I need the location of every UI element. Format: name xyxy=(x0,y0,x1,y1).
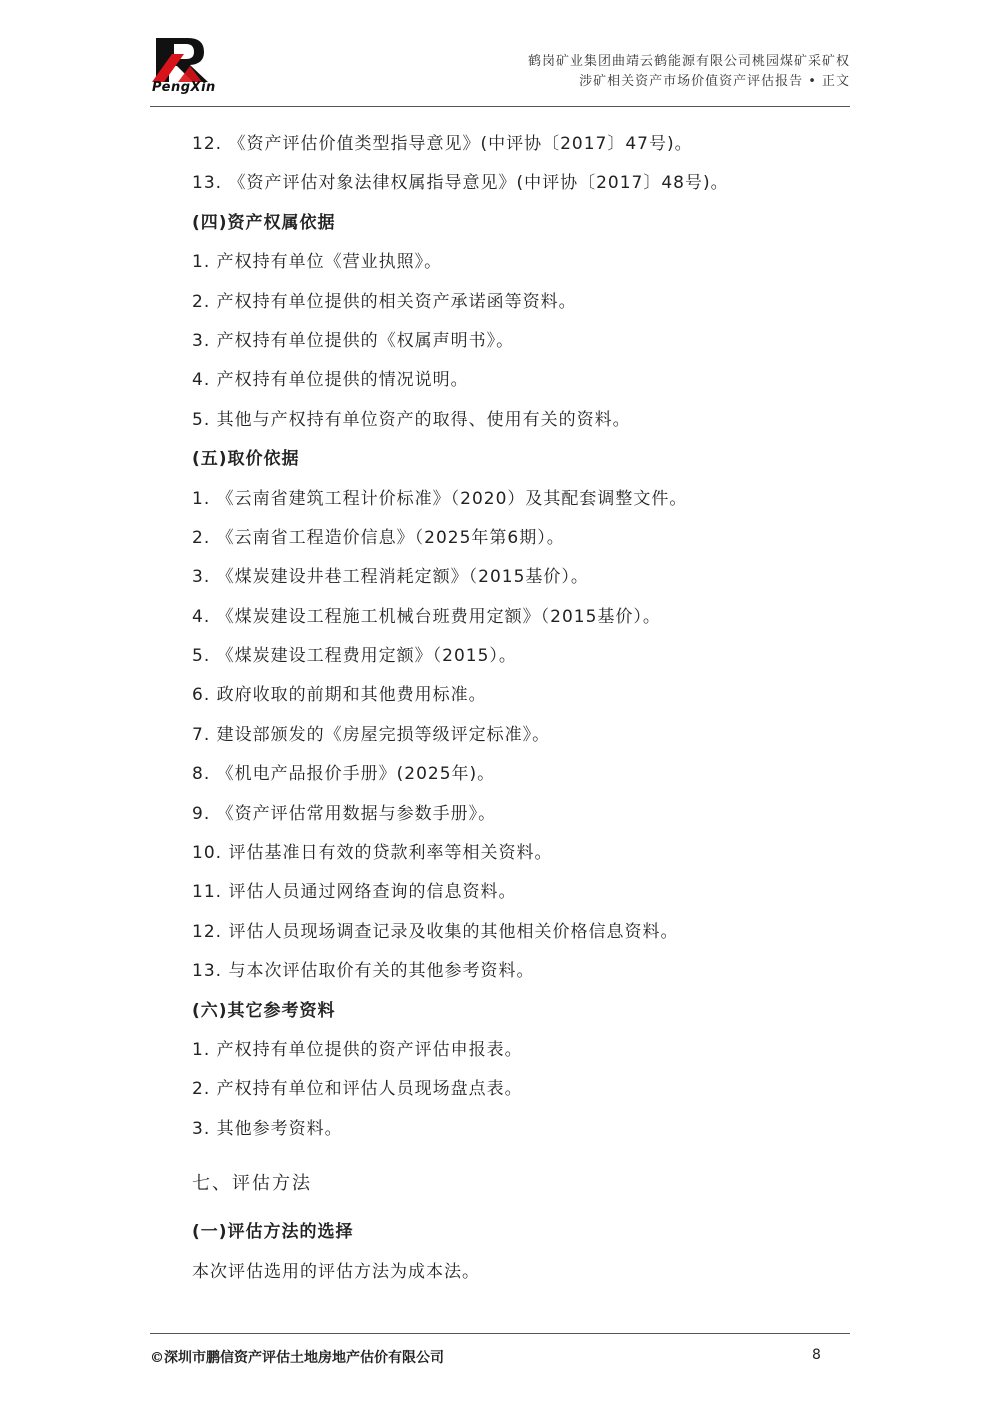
list-item: 12. 评估人员现场调查记录及收集的其他相关价格信息资料。 xyxy=(192,921,679,942)
subsection-heading: (四)资产权属依据 xyxy=(192,212,336,233)
list-item: 4. 《煤炭建设工程施工机械台班费用定额》（2015基价）。 xyxy=(192,606,661,627)
footer-company: ©深圳市鹏信资产评估土地房地产估价有限公司 xyxy=(150,1350,444,1366)
subsection-heading: (五)取价依据 xyxy=(192,449,300,470)
subsection-title: (一)评估方法的选择 xyxy=(192,1222,354,1243)
list-item: 11. 评估人员通过网络查询的信息资料。 xyxy=(192,882,517,903)
header-divider xyxy=(150,106,850,107)
list-item: 2. 产权持有单位和评估人员现场盘点表。 xyxy=(192,1079,523,1100)
subsection-heading: (六)其它参考资料 xyxy=(192,1000,336,1021)
list-item: 1. 产权持有单位《营业执照》。 xyxy=(192,252,443,273)
list-item: 8. 《机电产品报价手册》(2025年)。 xyxy=(192,764,496,785)
list-item: 13. 与本次评估取价有关的其他参考资料。 xyxy=(192,961,535,982)
footer-divider xyxy=(150,1333,850,1334)
body-paragraph: 本次评估选用的评估方法为成本法。 xyxy=(192,1261,480,1282)
pengxin-logo xyxy=(150,36,216,96)
list-item: 4. 产权持有单位提供的情况说明。 xyxy=(192,370,469,391)
body-lines xyxy=(192,125,852,1149)
header-title xyxy=(528,52,850,92)
spacer xyxy=(192,1149,852,1165)
spacer xyxy=(192,1203,852,1213)
list-item: 2. 《云南省工程造价信息》（2025年第6期）。 xyxy=(192,527,565,548)
document-body xyxy=(192,125,852,1292)
list-item: 3. 其他参考资料。 xyxy=(192,1118,343,1139)
list-item: 2. 产权持有单位提供的相关资产承诺函等资料。 xyxy=(192,291,577,312)
list-item: 3. 产权持有单位提供的《权属声明书》。 xyxy=(192,330,515,351)
list-item: 6. 政府收取的前期和其他费用标准。 xyxy=(192,685,487,706)
list-item: 13. 《资产评估对象法律权属指导意见》(中评协〔2017〕48号)。 xyxy=(192,173,729,194)
logo-mark-icon xyxy=(150,36,212,84)
list-item: 5. 《煤炭建设工程费用定额》（2015）。 xyxy=(192,646,517,667)
page-header xyxy=(150,36,850,108)
list-item: 12. 《资产评估价值类型指导意见》(中评协〔2017〕47号)。 xyxy=(192,134,693,154)
list-item: 1. 《云南省建筑工程计价标准》（2020）及其配套调整文件。 xyxy=(192,488,688,509)
page-number: 8 xyxy=(812,1347,821,1363)
list-item: 7. 建设部颁发的《房屋完损等级评定标准》。 xyxy=(192,724,551,745)
header-title-line2: 涉矿相关资产市场价值资产评估报告 • 正文 xyxy=(579,74,850,89)
list-item: 9. 《资产评估常用数据与参数手册》。 xyxy=(192,803,497,824)
section-title: 七、评估方法 xyxy=(192,1173,312,1195)
list-item: 5. 其他与产权持有单位资产的取得、使用有关的资料。 xyxy=(192,409,631,430)
list-item: 1. 产权持有单位提供的资产评估申报表。 xyxy=(192,1039,523,1060)
logo-wordmark: PengXin xyxy=(152,80,216,95)
header-title-line1: 鹤岗矿业集团曲靖云鹤能源有限公司桃园煤矿采矿权 xyxy=(527,54,850,69)
list-item: 10. 评估基准日有效的贷款利率等相关资料。 xyxy=(192,843,553,864)
list-item: 3. 《煤炭建设井巷工程消耗定额》（2015基价）。 xyxy=(192,567,589,588)
